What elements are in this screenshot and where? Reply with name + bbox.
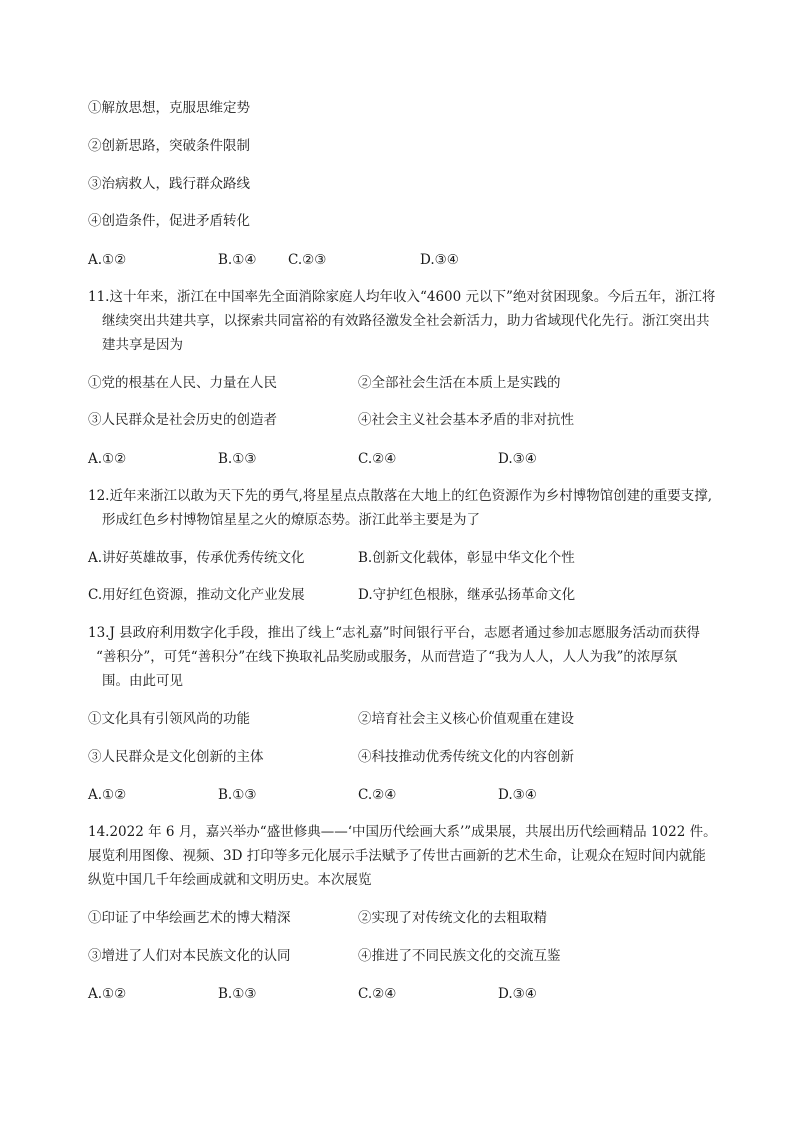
q13-option-b: B.①③ [218,787,257,803]
q12-option-a: A.讲好英雄故事，传承优秀传统文化 [88,550,305,566]
q12-stem-line-1: 12.近年来浙江以敢为天下先的勇气,将星星点点散落在大地上的红色资源作为乡村博物馆创建的重要支撑, [88,488,713,504]
q11-statement-1: ①党的根基在人民、力量在人民 [88,375,277,391]
q12-option-d: D.守护红色根脉，继承弘扬革命文化 [358,587,576,603]
q14-statement-2: ②实现了对传统文化的去粗取精 [358,910,547,926]
q10-option-d: D.③④ [420,252,459,268]
q11-stem-line-3: 建共享是因为 [102,337,183,353]
q11-stem-line-2: 继续突出共建共享，以探索共同富裕的有效路径激发全社会新活力，助力省域现代化先行。浙江突出共 [102,313,710,329]
q11-option-a: A.①② [88,451,127,467]
q11-option-b: B.①③ [218,451,257,467]
q10-option-a: A.①② [88,252,127,268]
q10-statement-3: ③治病救人，践行群众路线 [88,176,250,192]
q13-stem-line-2: “善积分”，可凭“善积分”在线下换取礼品奖励或服务，从而营造了“我为人人，人人为我”的浓厚氛 [96,649,678,665]
q13-statement-1: ①文化具有引领风尚的功能 [88,711,250,727]
q14-option-d: D.③④ [498,986,537,1002]
q11-statement-3: ③人民群众是社会历史的创造者 [88,412,277,428]
q11-option-d: D.③④ [498,451,537,467]
q14-option-c: C.②④ [358,986,397,1002]
q14-stem-line-3: 纵览中国几千年绘画成就和文明历史。本次展览 [88,872,372,888]
q12-stem-line-2: 形成红色乡村博物馆星星之火的燎原态势。浙江此举主要是为了 [102,512,480,528]
q10-option-c: C.②③ [288,252,327,268]
q12-option-c: C.用好红色资源，推动文化产业发展 [88,587,305,603]
q13-statement-2: ②培育社会主义核心价值观重在建设 [358,711,574,727]
q13-stem-line-3: 围。由此可见 [102,673,183,689]
q13-statement-3: ③人民群众是文化创新的主体 [88,749,264,765]
q13-option-a: A.①② [88,787,127,803]
q14-statement-3: ③增进了人们对本民族文化的认同 [88,948,291,964]
q10-statement-1: ①解放思想，克服思维定势 [88,100,250,116]
q11-statement-2: ②全部社会生活在本质上是实践的 [358,375,561,391]
q11-statement-4: ④社会主义社会基本矛盾的非对抗性 [358,412,574,428]
q13-stem-line-1: 13.J 县政府利用数字化手段，推出了线上“志礼嘉”时间银行平台，志愿者通过参加志愿服务活动而获得 [88,625,700,641]
q11-stem-line-1: 11.这十年来，浙江在中国率先全面消除家庭人均年收入“4600 元以下”绝对贫困现象。今后五年，浙江将 [88,289,716,305]
q14-stem-line-1: 14.2022 年 6 月，嘉兴举办“盛世修典——‘中国历代绘画大系’”成果展，共展出历代绘画精品 1022 件。 [88,824,717,840]
q14-stem-line-2: 展览利用图像、视频、3D 打印等多元化展示手法赋予了传世古画新的艺术生命，让观众在短时间内就能 [88,848,706,864]
q12-option-b: B.创新文化载体，彰显中华文化个性 [358,550,575,566]
q14-statement-4: ④推进了不同民族文化的交流互鉴 [358,948,561,964]
q14-option-a: A.①② [88,986,127,1002]
q13-option-c: C.②④ [358,787,397,803]
q10-option-b: B.①④ [218,252,257,268]
q13-statement-4: ④科技推动优秀传统文化的内容创新 [358,749,574,765]
q14-option-b: B.①③ [218,986,257,1002]
q14-statement-1: ①印证了中华绘画艺术的博大精深 [88,910,291,926]
q10-statement-4: ④创造条件，促进矛盾转化 [88,213,250,229]
q13-option-d: D.③④ [498,787,537,803]
q10-statement-2: ②创新思路，突破条件限制 [88,138,250,154]
q11-option-c: C.②④ [358,451,397,467]
